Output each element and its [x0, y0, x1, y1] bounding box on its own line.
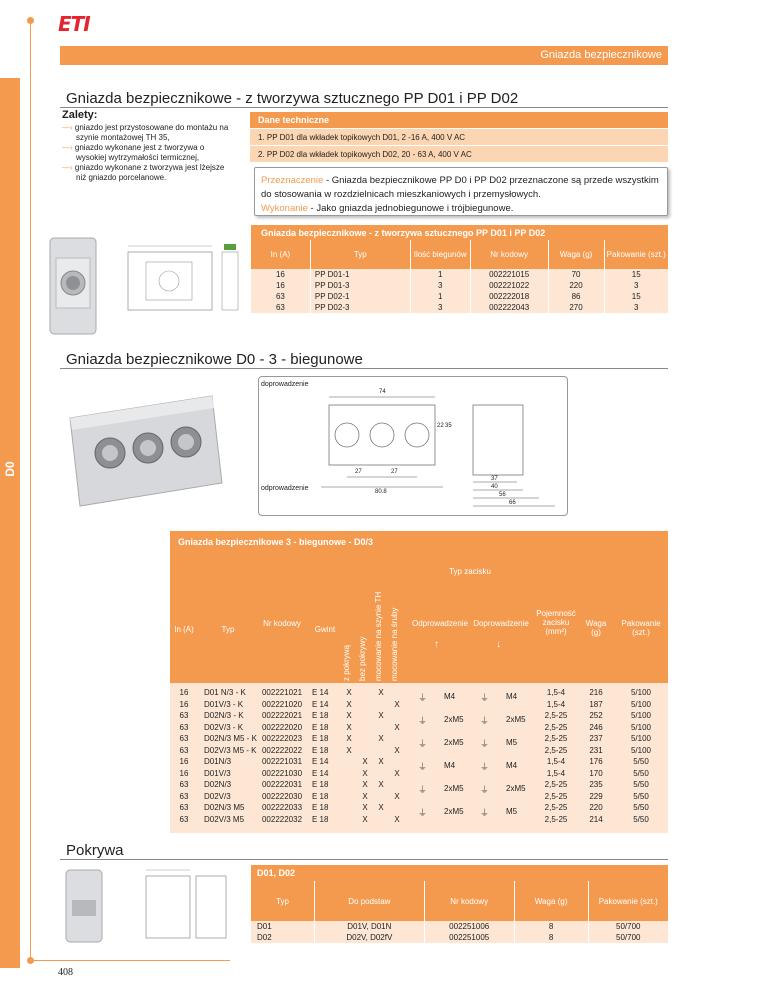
terminal-odpr: 2xM5 [444, 807, 464, 816]
table-cell: 5/50 [633, 814, 649, 824]
table-cell: 5/50 [633, 791, 649, 801]
table-cell: X [346, 734, 352, 743]
terminal-icon: ⏚ [480, 808, 490, 818]
terminal-dopr: M4 [506, 692, 518, 701]
table-cell: 2,5-25 [544, 780, 568, 789]
terminal-icon: ⏚ [480, 785, 490, 795]
table-cell: 002222043 [470, 302, 548, 313]
table-cell: 63 [179, 722, 189, 732]
terminal-odpr: M4 [444, 692, 456, 701]
drawing-dimension: 40 [491, 484, 498, 490]
table-cell: D02N/3 - K [204, 711, 244, 720]
table-cell: 16 [251, 269, 311, 280]
table-cell: 3 [604, 302, 668, 313]
table-cell: X [346, 688, 352, 697]
side-tab-label: D0 [3, 461, 17, 477]
section1-title: Gniazda bezpiecznikowe - z tworzywa sztucznego PP D01 i PP D02 [66, 90, 519, 107]
table-cell: X [394, 814, 400, 824]
terminal-icon: ⏚ [418, 808, 428, 818]
drawing-dimension: 27 [391, 469, 398, 475]
purpose-box: Przeznaczenie - Gniazda bezpiecznikowe PP D0 i PP D02 przeznaczone są przede wszystkim do stosowania w rozdzielnicach mieszkaniowych i przemysłowych. Wykonanie - Jako gniazda jednobiegunowe i trójbiegunowe. [254, 167, 668, 216]
product-image-pp [36, 230, 246, 340]
table-cell: 5/100 [630, 745, 652, 755]
table-cell: E 14 [312, 688, 329, 697]
table-cell: 002222021 [261, 711, 303, 720]
terminal-icon: ⏚ [418, 762, 428, 772]
table-cell: E 18 [312, 745, 329, 755]
col-header-dopr: Doprowadzenie [473, 619, 529, 628]
product-image-d0-3 [62, 378, 232, 518]
table-cell: X [394, 791, 400, 801]
table-cell: 16 [179, 699, 189, 709]
table-cell: 2,5-25 [544, 734, 568, 743]
tech-row: 2. PP D02 dla wkładek topikowych D02, 20 - 63 A, 400 V AC [250, 145, 668, 162]
d03-table-body [170, 683, 668, 833]
table-cell: 002222030 [261, 791, 303, 801]
frame-line-bottom [30, 960, 230, 961]
table-cell: D02N/3 M5 [204, 803, 245, 812]
table-cell: X [362, 768, 368, 778]
drawing-label: odprowadzenie [261, 485, 309, 492]
drawing-dimension: 66 [509, 500, 516, 506]
table-cell: X [362, 791, 368, 801]
table-cell: 002251006 [424, 921, 514, 932]
d03-table-header [170, 553, 668, 683]
table-cell: X [394, 745, 400, 755]
terminal-dopr: M5 [506, 807, 518, 816]
table-cell: 229 [589, 791, 603, 801]
drawing-dimension: 37 [491, 476, 498, 482]
table-cell: PP D02-1 [310, 291, 410, 302]
technical-drawing-d0-3 [258, 376, 568, 516]
table-cell: D02V/3 M5 [204, 814, 245, 824]
advantage-item: —› gniazdo jest przystosowane do montażu na szynie montażowej TH 35, [62, 123, 229, 142]
table-cell: 63 [251, 291, 311, 302]
table-cell: 2,5-25 [544, 814, 568, 824]
table-cell: 170 [589, 768, 603, 778]
table-cell: 002221031 [261, 757, 303, 766]
table-cell: X [378, 780, 384, 789]
table-cell: 002222022 [261, 745, 303, 755]
table-cell: D01N/3 [204, 757, 232, 766]
table-cell: 63 [179, 791, 189, 801]
terminal-dopr: 2xM5 [506, 715, 526, 724]
col-header: Nr kodowy [470, 240, 548, 269]
table-cell: 220 [589, 803, 603, 812]
table-cell: 246 [589, 722, 603, 732]
table-caption: D01, D02 [251, 865, 669, 881]
side-tab [0, 78, 20, 968]
table-cell: D01 N/3 - K [204, 688, 246, 697]
col-header-pokrywa: z pokrywą [342, 644, 351, 681]
table-cell: 2,5-25 [544, 711, 568, 720]
table-cell: 1,5-4 [546, 699, 566, 709]
table-cell: D01 [251, 921, 315, 932]
page-number: 408 [58, 967, 73, 978]
col-header-pak: Pakowanie (szt.) [621, 619, 661, 637]
col-header-th: mocowanie na szynie TH [374, 591, 383, 681]
col-header: Pakowanie (szt.) [588, 881, 668, 921]
table-row [251, 932, 669, 943]
col-header: Nr kodowy [424, 881, 514, 921]
table-cell: 2,5-25 [544, 803, 568, 812]
table-cell: 15 [604, 269, 668, 280]
table-cell: D02N/3 [204, 780, 232, 789]
table-cell: 8 [514, 921, 588, 932]
table-cell: 1,5-4 [546, 768, 566, 778]
table-cell: X [362, 757, 368, 766]
eti-logo: ETI [58, 12, 90, 36]
table-cell: 63 [179, 814, 189, 824]
table-cell: E 18 [312, 791, 329, 801]
table-cell: E 18 [312, 780, 329, 789]
table-cell: D02V/3 [204, 791, 231, 801]
col-header-gwint: Gwint [314, 625, 336, 634]
table-cell: D02V, D02fV [314, 932, 424, 943]
table-cell: 5/100 [630, 699, 652, 709]
table-cell: 16 [179, 757, 189, 766]
table-cell: 187 [589, 699, 603, 709]
table-cell: 5/100 [630, 688, 652, 697]
col-header-odpr: Odprowadzenie [411, 619, 469, 628]
col-header-sruby: mocowanie na śruby [390, 607, 399, 681]
terminal-icon: ⏚ [418, 785, 428, 795]
col-header-pojemnosc: Pojemność zacisku (mm²) [536, 609, 576, 636]
table-cell: 50/700 [588, 932, 668, 943]
drawing-dimension: 27 [355, 469, 362, 475]
col-header: Typ [310, 240, 410, 269]
table-row [251, 269, 669, 280]
terminal-icon: ⏚ [480, 739, 490, 749]
table-cell: 2,5-25 [544, 722, 568, 732]
table-cell: 16 [251, 280, 311, 291]
table-cell: 235 [589, 780, 603, 789]
table-cell: 002221030 [261, 768, 303, 778]
table-cell: X [394, 722, 400, 732]
table-cell: E 14 [312, 699, 329, 709]
table-cell: 002222023 [261, 734, 303, 743]
category-bar: Gniazda bezpiecznikowe [60, 46, 668, 65]
table-cell: 15 [604, 291, 668, 302]
table-cell: 5/100 [630, 722, 652, 732]
col-header-in: In (A) [174, 625, 194, 634]
table-cell: 50/700 [588, 921, 668, 932]
table-cell: 3 [604, 280, 668, 291]
table-cell: 63 [179, 734, 189, 743]
table-cell: X [362, 803, 368, 812]
col-header: In (A) [251, 240, 311, 269]
table-cell: 63 [179, 780, 189, 789]
table-cell: X [378, 757, 384, 766]
table-cell: E 18 [312, 814, 329, 824]
table-cell: 002222032 [261, 814, 303, 824]
terminal-dopr: 2xM5 [506, 784, 526, 793]
arrow-up-icon: ↑ [434, 639, 439, 650]
table-cell: D02V/3 M5 - K [204, 745, 257, 755]
table-cell: 216 [589, 688, 603, 697]
table-cell: 5/50 [633, 768, 649, 778]
page-frame-line [30, 20, 31, 960]
col-header: Waga (g) [514, 881, 588, 921]
table-cell: 63 [179, 745, 189, 755]
section3-rule [60, 859, 668, 860]
table-cell: 5/50 [633, 780, 649, 789]
table-cell: 002222033 [261, 803, 303, 812]
table-cell: D01V/3 - K [204, 699, 244, 709]
section3-title: Pokrywa [66, 842, 124, 859]
table-cell: D02N/3 M5 - K [204, 734, 257, 743]
drawing-dimension: 22 [437, 423, 444, 429]
col-header: Waga (g) [548, 240, 604, 269]
table-cell: 002221015 [470, 269, 548, 280]
table-cell: E 18 [312, 803, 329, 812]
table-cell: E 18 [312, 711, 329, 720]
table-row [251, 291, 669, 302]
table-cell: E 18 [312, 722, 329, 732]
table-cell: 5/50 [633, 757, 649, 766]
table-cell: 002221021 [261, 688, 303, 697]
table-cell: 3 [410, 302, 470, 313]
col-header-waga: Waga (g) [585, 619, 607, 637]
table-cell: 2,5-25 [544, 791, 568, 801]
table-cell: 63 [179, 711, 189, 720]
col-header-nr: Nr kodowy [263, 619, 301, 628]
col-header: Do podstaw [314, 881, 424, 921]
terminal-dopr: M5 [506, 738, 518, 747]
table-cell: 5/50 [633, 803, 649, 812]
terminal-icon: ⏚ [418, 739, 428, 749]
table-cell: D02 [251, 932, 315, 943]
table-cell: E 18 [312, 734, 329, 743]
table-cell: 231 [589, 745, 603, 755]
terminal-odpr: 2xM5 [444, 738, 464, 747]
table-cell: X [346, 722, 352, 732]
advantages-list [62, 123, 232, 183]
section2-title: Gniazda bezpiecznikowe D0 - 3 - biegunowe [66, 351, 363, 368]
table-cell: 70 [548, 269, 604, 280]
table-cell: 237 [589, 734, 603, 743]
drawing-dimension: 56 [499, 492, 506, 498]
pp-sockets-table [250, 225, 668, 313]
terminal-dopr: M4 [506, 761, 518, 770]
table-cell: PP D02-3 [310, 302, 410, 313]
table-cell: 3 [410, 280, 470, 291]
table-cell: 214 [589, 814, 603, 824]
table-cell: 002251005 [424, 932, 514, 943]
section1-rule [60, 107, 668, 108]
table-cell: 002222018 [470, 291, 548, 302]
table-cell: PP D01-3 [310, 280, 410, 291]
advantages-title: Zalety: [62, 109, 98, 121]
frame-dot-top [27, 17, 34, 24]
table-cell: 63 [251, 302, 311, 313]
table-cell: 63 [179, 803, 189, 812]
table-cell: X [346, 699, 352, 709]
table-cell: 1,5-4 [546, 757, 566, 766]
table-cell: 220 [548, 280, 604, 291]
product-image-cover [62, 866, 242, 946]
table-cell: E 14 [312, 757, 329, 766]
terminal-odpr: M4 [444, 761, 456, 770]
table-cell: E 14 [312, 768, 329, 778]
table-cell: PP D01-1 [310, 269, 410, 280]
arrow-down-icon: ↓ [496, 639, 501, 650]
table-cell: X [394, 768, 400, 778]
drawing-dimension: 80.8 [375, 489, 387, 495]
table-cell: 16 [179, 688, 189, 697]
table-cell: 252 [589, 711, 603, 720]
section2-rule [60, 368, 668, 369]
table-cell: 270 [548, 302, 604, 313]
col-group-header: Typ zacisku [449, 567, 491, 576]
terminal-icon: ⏚ [480, 716, 490, 726]
table-cell: 5/100 [630, 734, 652, 743]
col-header: Pakowanie (szt.) [604, 240, 668, 269]
table-cell: 002222031 [261, 780, 303, 789]
table-cell: 176 [589, 757, 603, 766]
drawing-label: doprowadzenie [261, 381, 309, 388]
table-cell: 002221022 [470, 280, 548, 291]
cover-table [250, 865, 668, 943]
col-header: Typ [251, 881, 315, 921]
terminal-icon: ⏚ [418, 693, 428, 703]
drawing-dimension: 74 [379, 389, 386, 395]
terminal-icon: ⏚ [418, 716, 428, 726]
advantage-item: —› gniazdo wykonane jest z tworzywa o wysokiej wytrzymałości termicznej, [62, 143, 205, 162]
col-header: Ilość biegunów [410, 240, 470, 269]
table-cell: 5/100 [630, 711, 652, 720]
table-cell: 8 [514, 932, 588, 943]
col-header-typ: Typ [221, 625, 235, 634]
table-cell: X [378, 711, 384, 720]
terminal-icon: ⏚ [480, 762, 490, 772]
table-cell: D02V/3 - K [204, 722, 244, 732]
table-cell: 86 [548, 291, 604, 302]
table-cell: X [362, 780, 368, 789]
table-cell: X [378, 688, 384, 697]
d03-table-caption: Gniazda bezpiecznikowe 3 - biegunowe - D0/3 [170, 531, 668, 553]
terminal-icon: ⏚ [480, 693, 490, 703]
table-cell: X [378, 803, 384, 812]
table-cell: 2,5-25 [544, 745, 568, 755]
table-cell: 1 [410, 269, 470, 280]
table-row [251, 280, 669, 291]
terminal-odpr: 2xM5 [444, 784, 464, 793]
table-cell: X [346, 745, 352, 755]
col-header-bez: bez pokrywy [358, 636, 367, 681]
table-cell: X [346, 711, 352, 720]
table-cell: X [394, 699, 400, 709]
tech-row: 1. PP D01 dla wkładek topikowych D01, 2 -16 A, 400 V AC [250, 128, 668, 145]
drawing-dimension: 35 [445, 423, 452, 429]
table-cell: D01V/3 [204, 768, 231, 778]
table-cell: X [378, 734, 384, 743]
table-cell: 002221020 [261, 699, 303, 709]
table-cell: 1,5-4 [546, 688, 566, 697]
table-cell: 002222020 [261, 722, 303, 732]
table-row [251, 921, 669, 932]
table-cell: X [362, 814, 368, 824]
terminal-odpr: 2xM5 [444, 715, 464, 724]
table-row [251, 302, 669, 313]
advantage-item: —› gniazdo wykonane z tworzywa jest lżejsze niż gniazdo porcelanowe. [62, 163, 225, 182]
table-cell: 1 [410, 291, 470, 302]
tech-data-title: Dane techniczne [250, 112, 668, 128]
table-cell: 16 [179, 768, 189, 778]
table-caption: Gniazda bezpiecznikowe - z tworzywa sztucznego PP D01 i PP D02 [251, 225, 669, 240]
table-cell: D01V, D01N [314, 921, 424, 932]
